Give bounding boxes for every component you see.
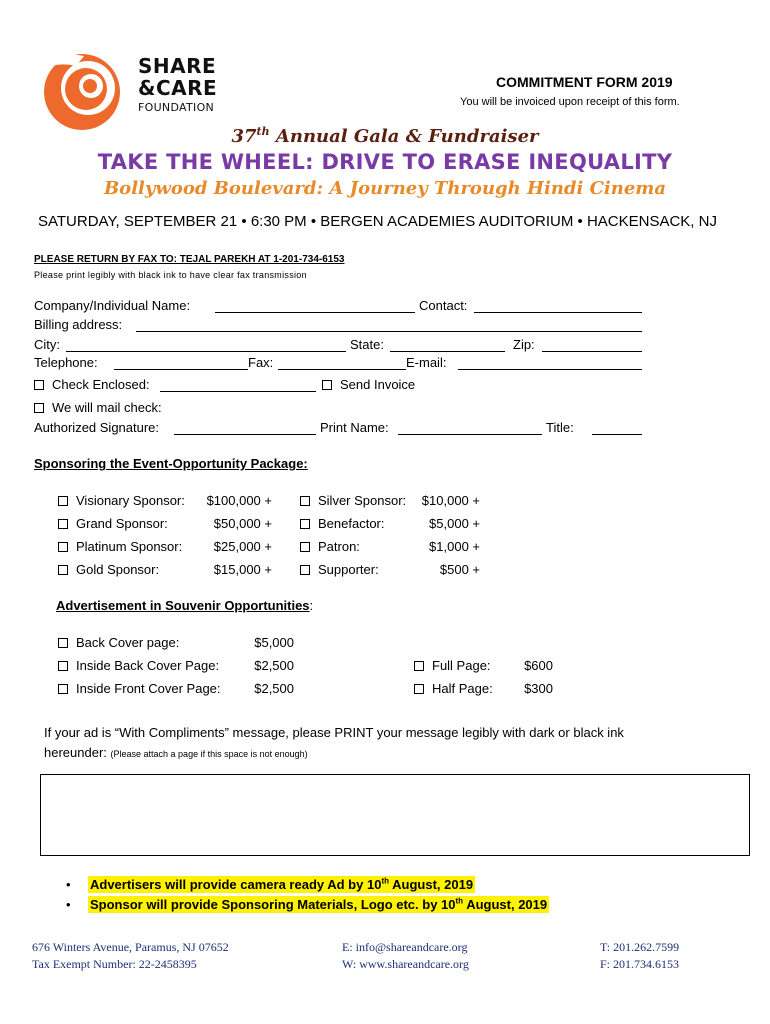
zip-label: Zip: <box>513 337 535 352</box>
compliments-instruction-2 <box>44 745 308 760</box>
city-label: City: <box>34 337 60 352</box>
sponsor-level-amount: $1,000 + <box>429 539 480 554</box>
sponsor-level-amount: $50,000 + <box>213 516 272 531</box>
note-sponsor-text <box>88 896 549 913</box>
return-fax-note: PLEASE RETURN BY FAX TO: TEJAL PAREKH AT 1-201-734-6153 <box>34 254 345 265</box>
telephone-label: Telephone: <box>34 355 98 370</box>
check-enclosed-row <box>34 377 150 392</box>
ad-option-row <box>414 681 493 696</box>
footer-address: 676 Winters Avenue, Paramus, NJ 07652 <box>32 940 229 954</box>
logo-share-text: SHARE <box>138 54 217 78</box>
event-details: SATURDAY, SEPTEMBER 21 • 6:30 PM • BERGEN ACADEMIES AUDITORIUM • HACKENSACK, NJ <box>38 213 717 230</box>
footer-phone: T: 201.262.7599 <box>600 940 680 954</box>
sponsor-level-row <box>58 539 182 554</box>
footer-fax: F: 201.734.6153 <box>600 957 680 971</box>
ad-option-checkbox[interactable] <box>58 684 68 694</box>
gala-number: 37 <box>231 126 257 147</box>
ad-option-amount: $2,500 <box>254 681 294 696</box>
title-label: Title: <box>546 420 574 435</box>
sponsor-level-amount: $15,000 + <box>213 562 272 577</box>
sponsor-level-amount: $10,000 + <box>421 493 480 508</box>
check-enclosed-field[interactable] <box>160 391 316 392</box>
sponsor-level-checkbox[interactable] <box>58 542 68 552</box>
email-label: E-mail: <box>406 355 447 370</box>
ad-option-label: Half Page: <box>432 681 493 696</box>
company-label: Company/Individual Name: <box>34 298 191 313</box>
note-sponsor-pre: Sponsor will provide Sponsoring Materials, Logo etc. by 10 <box>90 897 456 912</box>
compliments-hereunder: hereunder: <box>44 745 107 760</box>
sponsor-level-checkbox[interactable] <box>58 496 68 506</box>
sponsor-level-label: Silver Sponsor: <box>318 493 407 508</box>
note-sponsor <box>88 896 549 914</box>
telephone-field[interactable] <box>114 369 248 370</box>
note-bullet-2: • <box>66 897 71 912</box>
note-advertisers-sup: th <box>381 876 389 886</box>
sponsor-level-checkbox[interactable] <box>300 565 310 575</box>
sponsor-level-row <box>58 516 168 531</box>
gala-title <box>0 125 770 147</box>
form-subtitle: You will be invoiced upon receipt of this form. <box>460 96 680 108</box>
state-field[interactable] <box>390 351 505 352</box>
ad-option-row <box>58 658 219 673</box>
ad-option-label: Inside Front Cover Page: <box>76 681 221 696</box>
sponsor-level-checkbox[interactable] <box>300 542 310 552</box>
sponsor-level-row <box>300 562 379 577</box>
email-field[interactable] <box>458 369 642 370</box>
note-advertisers-pre: Advertisers will provide camera ready Ad by 10 <box>90 877 382 892</box>
zip-field[interactable] <box>542 351 642 352</box>
sponsor-level-checkbox[interactable] <box>58 565 68 575</box>
city-field[interactable] <box>66 351 346 352</box>
sponsor-level-row <box>58 493 185 508</box>
sponsor-level-label: Benefactor: <box>318 516 385 531</box>
check-enclosed-label: Check Enclosed: <box>52 377 150 392</box>
ad-option-row <box>58 681 221 696</box>
fax-field[interactable] <box>278 369 406 370</box>
logo-foundation-text: FOUNDATION <box>138 101 215 114</box>
note-sponsor-sup: th <box>455 896 464 906</box>
sponsor-level-row <box>300 516 385 531</box>
fax-label: Fax: <box>248 355 274 370</box>
compliments-message-box[interactable] <box>40 774 750 856</box>
sponsor-level-label: Gold Sponsor: <box>76 562 160 577</box>
send-invoice-row <box>322 377 415 392</box>
state-label: State: <box>350 337 384 352</box>
ad-option-amount: $5,000 <box>254 635 294 650</box>
sponsor-level-amount: $100,000 + <box>206 493 272 508</box>
compliments-instruction: If your ad is “With Compliments” message, please PRINT your message legibly with dark or black ink <box>44 725 624 740</box>
contact-field[interactable] <box>474 312 642 313</box>
ad-option-label: Inside Back Cover Page: <box>76 658 220 673</box>
ad-option-row <box>414 658 491 673</box>
send-invoice-checkbox[interactable] <box>322 380 332 390</box>
print-name-label: Print Name: <box>320 420 389 435</box>
mail-check-row <box>34 400 162 415</box>
mail-check-label: We will mail check: <box>52 400 162 415</box>
logo-care-text: &CARE <box>138 76 218 100</box>
contact-label: Contact: <box>419 298 468 313</box>
ads-heading: Advertisement in Souvenir Opportunities <box>56 598 310 613</box>
form-title: COMMITMENT FORM 2019 <box>496 74 673 90</box>
sponsor-level-amount: $500 + <box>439 562 480 577</box>
ad-option-checkbox[interactable] <box>58 638 68 648</box>
sponsor-level-label: Patron: <box>318 539 360 554</box>
company-field[interactable] <box>215 312 415 313</box>
logo-wordmark <box>138 56 217 113</box>
legibility-note: Please print legibly with black ink to have clear fax transmission <box>34 270 307 280</box>
sponsor-level-amount: $25,000 + <box>213 539 272 554</box>
sponsor-level-label: Visionary Sponsor: <box>76 493 185 508</box>
sponsor-level-checkbox[interactable] <box>58 519 68 529</box>
sponsorship-heading: Sponsoring the Event-Opportunity Package: <box>34 456 308 471</box>
note-bullet-1: • <box>66 877 71 892</box>
send-invoice-label: Send Invoice <box>340 377 416 392</box>
sponsor-level-label: Grand Sponsor: <box>76 516 168 531</box>
ad-option-amount: $600 <box>524 658 553 673</box>
signature-field[interactable] <box>174 434 316 435</box>
ad-option-amount: $300 <box>524 681 553 696</box>
ad-option-checkbox[interactable] <box>58 661 68 671</box>
event-theme: TAKE THE WHEEL: DRIVE TO ERASE INEQUALITY <box>97 150 673 174</box>
title-field[interactable] <box>592 434 642 435</box>
ad-option-row <box>58 635 179 650</box>
billing-field[interactable] <box>136 331 642 332</box>
gala-number-suffix: th <box>256 125 270 138</box>
sponsor-level-row <box>300 493 406 508</box>
sponsor-level-amount: $5,000 + <box>429 516 480 531</box>
ad-option-label: Full Page: <box>432 658 491 673</box>
note-advertisers <box>88 876 475 894</box>
ads-heading-wrap <box>56 598 313 613</box>
check-enclosed-checkbox[interactable] <box>34 380 44 390</box>
sponsor-level-checkbox[interactable] <box>300 496 310 506</box>
note-advertisers-text <box>88 876 475 893</box>
sponsor-level-checkbox[interactable] <box>300 519 310 529</box>
ad-option-checkbox[interactable] <box>414 661 424 671</box>
ad-option-amount: $2,500 <box>254 658 294 673</box>
event-subtheme: Bollywood Boulevard: A Journey Through Hindi Cinema <box>103 178 667 199</box>
compliments-attach-note: (Please attach a page if this space is not enough) <box>110 749 308 759</box>
sponsor-level-label: Platinum Sponsor: <box>76 539 183 554</box>
gala-title-rest: Annual Gala & Fundraiser <box>269 126 539 147</box>
note-sponsor-post: August, 2019 <box>463 897 548 912</box>
ad-option-label: Back Cover page: <box>76 635 180 650</box>
sponsor-level-row <box>58 562 159 577</box>
note-advertisers-post: August, 2019 <box>389 877 474 892</box>
footer-website[interactable]: W: www.shareandcare.org <box>342 957 469 971</box>
footer-tax-number: Tax Exempt Number: 22-2458395 <box>32 957 197 971</box>
print-name-field[interactable] <box>398 434 542 435</box>
signature-label: Authorized Signature: <box>34 420 160 435</box>
billing-label: Billing address: <box>34 317 123 332</box>
ads-heading-colon: : <box>309 598 314 613</box>
footer-email[interactable]: E: info@shareandcare.org <box>342 940 468 954</box>
sponsor-level-row <box>300 539 360 554</box>
ad-option-checkbox[interactable] <box>414 684 424 694</box>
sponsor-level-label: Supporter: <box>318 562 379 577</box>
mail-check-checkbox[interactable] <box>34 403 44 413</box>
